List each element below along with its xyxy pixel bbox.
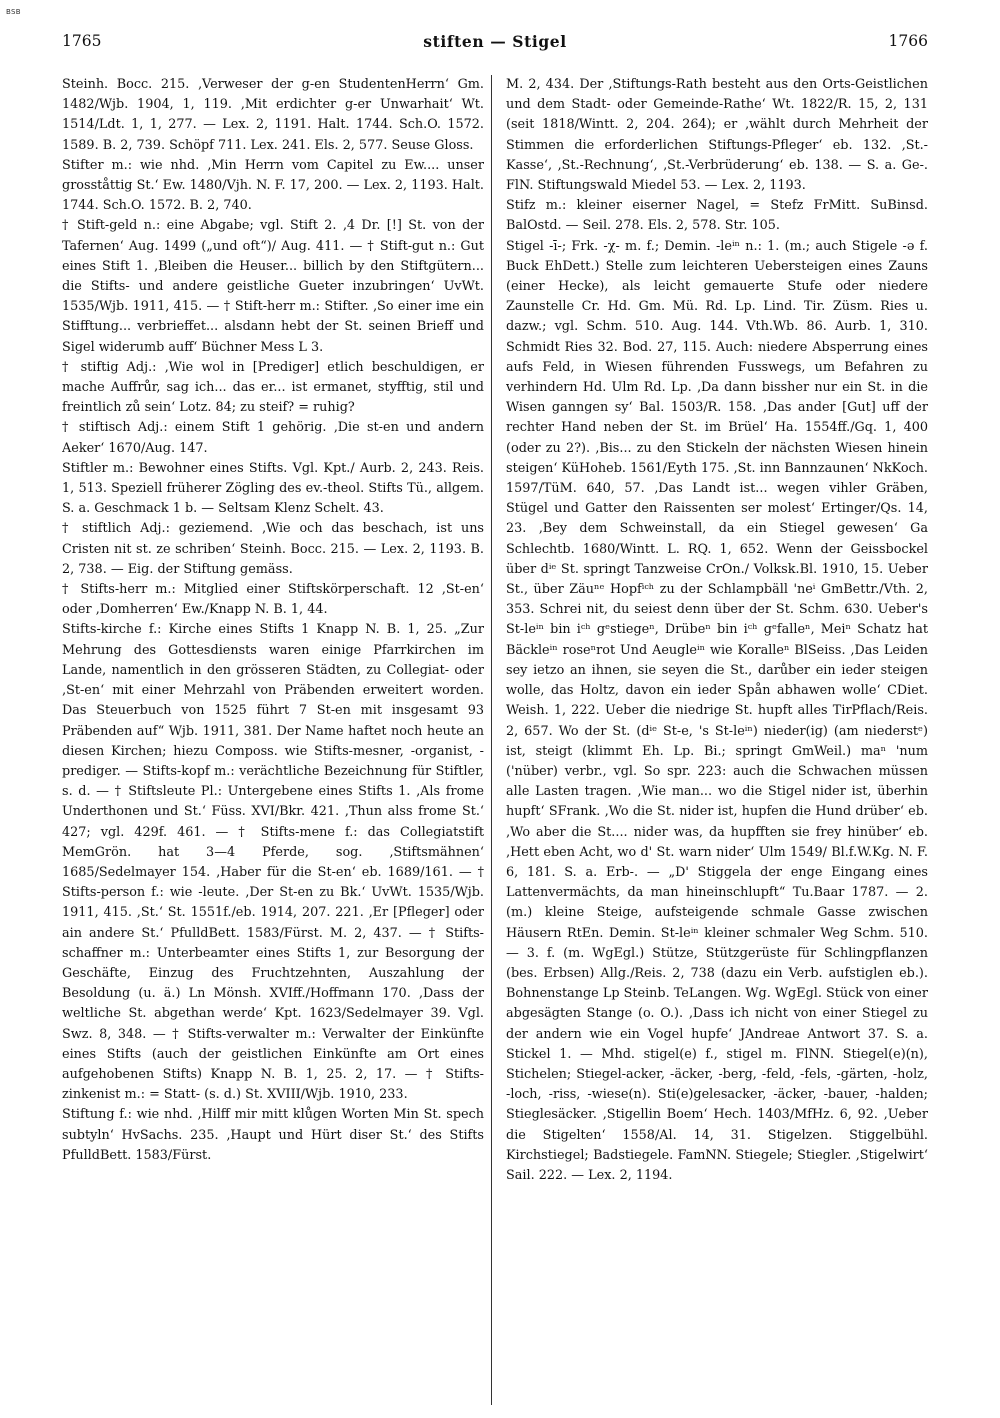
dictionary-entry: Stifz m.: kleiner eiserner Nagel, = Stefz FrMitt. SuBinsd. BalOstd. — Seil. 278. Els. 2, 578. Str. 105. [506,198,928,234]
dictionary-entry: † Stift-geld n.: eine Abgabe; vgl. Stift 2. ‚4 Dr. [!] St. von der Tafernen‘ Aug. 1499 („und oft“)/ Aug. 411. — † Stift-gut n.: Gut eines Stift 1. ‚Bleiben die Heuser... billich by den Stiftgütern... die Stifts- und andere geistliche Gueter inzubringen‘ UvWt. 1535/Wjb. 1911, 415. — † Stift-herr m.: Stifter. ‚So einer ime ein Stifftung... verbrieffet... alsdann hebt der St. seinen Brieff und Sigel widerumb auff‘ Büchner Mess L 3. [62,218,484,355]
library-stamp: BSB [6,8,21,16]
page-number-right: 1766 [888,32,928,50]
dictionary-entry: M. 2, 434. Der ‚Stiftungs-Rath besteht aus den Orts-Geistlichen und dem Stadt- oder Gemeinde-Rathe‘ Wt. 1822/R. 15, 2, 131 (seit 1818/Wintt. 2, 204. 264); er ‚wählt durch Mehrheit der Stimmen die erforderlichen Stiftungs-Pfleger‘ eb. 132. ‚St.-Kasse‘, ‚St.-Rechnung‘, ‚St.-Verbrüderung‘ eb. 138. — S. a. Ge-. FlN. Stiftungswald Miedel 53. — Lex. 2, 1193. [506,77,928,194]
dictionary-entry: † Stifts-herr m.: Mitglied einer Stiftskörperschaft. 12 ‚St-en‘ oder ‚Domherren‘ Ew./Knapp N. B. 1, 44. [62,582,484,618]
page-number-left: 1765 [62,32,102,50]
dictionary-entry: † stiftisch Adj.: einem Stift 1 gehörig. ‚Die st-en und andern Aeker‘ 1670/Aug. 147. [62,420,484,456]
dictionary-entry: † stiftlich Adj.: geziemend. ‚Wie och das beschach, ist uns Cristen nit st. ze schriben‘ Steinh. Bocc. 215. — Lex. 2, 1193. B. 2, 738. — Eig. der Stiftung gemäss. [62,521,484,577]
dictionary-entry: Stigel -ī-; Frk. -χ- m. f.; Demin. -leⁱⁿ n.: 1. (m.; auch Stigele -ə f. Buck EhDett.) Stelle zum leichteren Uebersteigen eines Zauns (einer Hecke), als leicht gemauerte Stufe oder niedere Zaunstelle Cr. Hd. Gm. Mü. Rd. Lp. Lind. Tir. Züsm. Ries u. dazw.; vgl. Schm. 510. Aug. 144. Vth.Wb. 86. Aurb. 1, 310. Schmidt Ries 32. Bod. 27, 115. Auch: niedere Absperrung eines aufs Feld, in Wiesen führenden Fusswegs, um Befahren zu verhindern Hd. Ulm Rd. Lp. ‚Da dann bissher nur ein St. in die Wisen ganngen sy‘ Bal. 1503/R. 158. ‚Das ander [Gut] uff der rechter Hand neben der St. im Brüel‘ Ha. 1554ff./Gq. 1, 400 (oder zu 2?). ‚Bis... zu den Stickeln der nächsten Wiesen hinein steigen‘ KüHoheb. 1561/Eyth 175. ‚St. inn Bannzaunen‘ NkKoch. 1597/TüM. 640, 57. ‚Das Landt ist... wegen vihler Gräben, Stügel und Gatter den Raissenten ser molest‘ Ertinger/Qs. 14, 23. ‚Bey dem Schweinstall, da ein Stiegel gewesen‘ Ga Schlechtb. 1680/Wintt. L. RQ. 1, 652. Wenn der Geissbockel über dⁱᵉ St. springt Tanzweise CrOn./ Volksk.Bl. 1910, 15. Ueber St., über Zäuⁿᵉ Hopfⁱᶜʰ zu der Schlampbäll 'neⁱ GmBettr./Vth. 2, 353. Schrei nit, du seiest denn über der St. Schm. 630. Ueber's St-leⁱⁿ bin iᶜʰ gᵉstiegeⁿ, Drübeⁿ bin iᶜʰ gᵉfalleⁿ, Meiⁿ Schatz hat Bäckleⁱⁿ roseⁿrot Und Aeugleⁱⁿ wie Koralleⁿ BlSeiss. ‚Das Leiden sey ietzo an ihnen, sie seyen die St., darůber ein ieder steigen wolle, das Holtz, davon ein ieder Spån abhawen wolle‘ CDiet. Weish. 1, 222. Ueber die niedrige St. hupft alles TirPflach/Reis. 2, 657. Wo der St. (dⁱᵉ St-e, 's St-leⁱⁿ) nieder(ig) (am niederstᵉ) ist, steigt (klimmt Eh. Lp. Bi.; springt GmWeil.) maⁿ 'num ('nüber) verbr., vgl. So spr. 223: auch die Schwachen müssen alle Lasten tragen. ‚Wie man... wo die Stigel nider ist, überhin hupft‘ SFrank. ‚Wo die St. nider ist, hupfen die Hund drüber‘ eb. ‚Wo aber die St.... nider was, da hupfften sie frey hinüber‘ eb. ‚Hett eben Acht, wo d' St. warn nider‘ Ulm 1549/ Bl.f.W.Kg. N. F. 6, 181. S. a. Erb-. — „D' Stiggela der enge Eingang eines Lattenvermächts, da man hineinschlupft“ Tu.Baar 1787. — 2. (m.) kleine Steige, aufsteigende schmale Gasse zwischen Häusern RtEn. Demin. St-leⁱⁿ kleiner schmaler Weg Schm. 510. — 3. f. (m. WgEgl.) Stütze, Stützgerüste für Schlingpflanzen (bes. Erbsen) Allg./Reis. 2, 738 (dazu ein Verb. aufstiglen eb.). Bohnenstange Lp Steinb. TeLangen. Wg. WgEgl. Stück von einer abgesägten Stange (o. O.). ‚Dass ich nicht von einer Stiegel zu der andern wie ein Vogel hupfe‘ JAndreae Antwort 37. S. a. Stickel 1. — Mhd. stigel(e) f., stigel m. FlNN. Stiegel(e)(n), Stichelen; Stiegel-acker, -äcker, -berg, -feld, -fels, -gärten, -holz, -loch, -riss, -wiese(n). Sti(e)gelesacker, -äcker, -bauer, -halden; Stieglesäcker. ‚Stigellin Boem‘ Hech. 1403/MfHz. 6, 92. ‚Ueber die Stigelten‘ 1558/Al. 14, 31. Stigelzen. Stiggelbühl. Kirchstiegel; Badstiegele. FamNN. Stiegele; Stiegler. ‚Stigelwirt‘ Sail. 222. — Lex. 2, 1194. [506,238,928,1183]
dictionary-entry: † stiftig Adj.: ‚Wie wol in [Prediger] etlich beschuldigen, er mache Auffrůr, sag ich... das er... ist ermanet, styfftig, stil und freintlich zů sein‘ Lotz. 84; zu steif? = ruhig? [62,359,484,416]
dictionary-entry: Stifts-kirche f.: Kirche eines Stifts 1 Knapp N. B. 1, 25. „Zur Mehrung des Gottesdiensts waren einige Pfarrkirchen im Lande, namentlich in den grösseren Städten, zu Collegiat- oder ‚St-en‘ mit einer Mehrzahl von Präbenden erweitert worden. Das Steuerbuch von 1525 führt 7 St-en mit insgesamt 93 Präbenden auf“ Wjb. 1911, 381. Der Name haftet noch heute an diesen Kirchen; hiezu Composs. wie Stifts-mesner, -organist, -prediger. — Stifts-kopf m.: verächtliche Bezeichnung für Stiftler, s. d. — † Stiftsleute Pl.: Untergebene eines Stifts 1. ‚Als frome Underthonen und St.‘ Füss. XVI/Bkr. 421. ‚Thun alss frome St.‘ 427; vgl. 429f. 461. — † Stifts-mene f.: das Collegiatstift MemGrön. hat 3—4 Pferde, sog. ‚Stiftsmähnen‘ 1685/Sedelmayer 154. ‚Haber für die St-en‘ eb. 1689/161. — † Stifts-person f.: wie -leute. ‚Der St-en zu Bk.‘ UvWt. 1535/Wjb. 1911, 415. ‚St.‘ St. 1551f./eb. 1914, 207. 221. ‚Er [Pfleger] oder ain andere St.‘ PfulldBett. 1583/Fürst. M. 2, 437. — † Stifts-schaffner m.: Unterbeamter eines Stifts 1, zur Besorgung der Geschäfte, Einzug des Fruchtzehnten, Auszahlung der Besoldung (u. ä.) Ln Mönsh. XVIff./Hoffmann 170. ‚Dass der weltliche St. abgethan werde‘ Kpt. 1623/Sedelmayer 39. Vgl. Swz. 8, 348. — † Stifts-verwalter m.: Verwalter der Einkünfte eines Stifts (auch der geistlichen Einkünfte am Ort eines aufgehobenen Stifts) Knapp N. B. 1, 25. 2, 17. — † Stifts-zinkenist m.: = Statt- (s. d.) St. XVIII/Wjb. 1910, 233. [62,622,484,1103]
dictionary-entry: Stifter m.: wie nhd. ‚Min Herrn vom Capitel zu Ew.... unser grosståttig St.‘ Ew. 1480/Vjh. N. F. 17, 200. — Lex. 2, 1193. Halt. 1744. Sch.O. 1572. B. 2, 740. [62,157,484,214]
dictionary-entry: Stiftler m.: Bewohner eines Stifts. Vgl. Kpt./ Aurb. 2, 243. Reis. 1, 513. Speziell früherer Zögling des ev.-theol. Stifts Tü., allgem. S. a. Geschmack 1 b. — Seltsam Klenz Schelt. 43. [62,460,484,517]
right-column [506,75,928,1405]
page-header [62,32,928,56]
left-column [62,75,492,1405]
two-column-body [62,75,928,1405]
dictionary-entry: Stiftung f.: wie nhd. ‚Hilff mir mitt klůgen Worten Min St. spech subtyln‘ HvSachs. 235. ‚Haupt und Hürt diser St.‘ des Stifts PfulldBett. 1583/Fürst. [62,1107,484,1163]
dictionary-entry: Steinh. Bocc. 215. ‚Verweser der g-en StudentenHerrn‘ Gm. 1482/Wjb. 1904, 1, 119. ‚Mit erdichter g-er Unwarhait‘ Wt. 1514/Ldt. 1, 1, 277. — Lex. 2, 1191. Halt. 1744. Sch.O. 1572. 1589. B. 2, 739. Schöpf 711. Lex. 241. Els. 2, 577. Seuse Gloss. [62,77,484,153]
running-title: stiften — Stigel [423,32,567,51]
